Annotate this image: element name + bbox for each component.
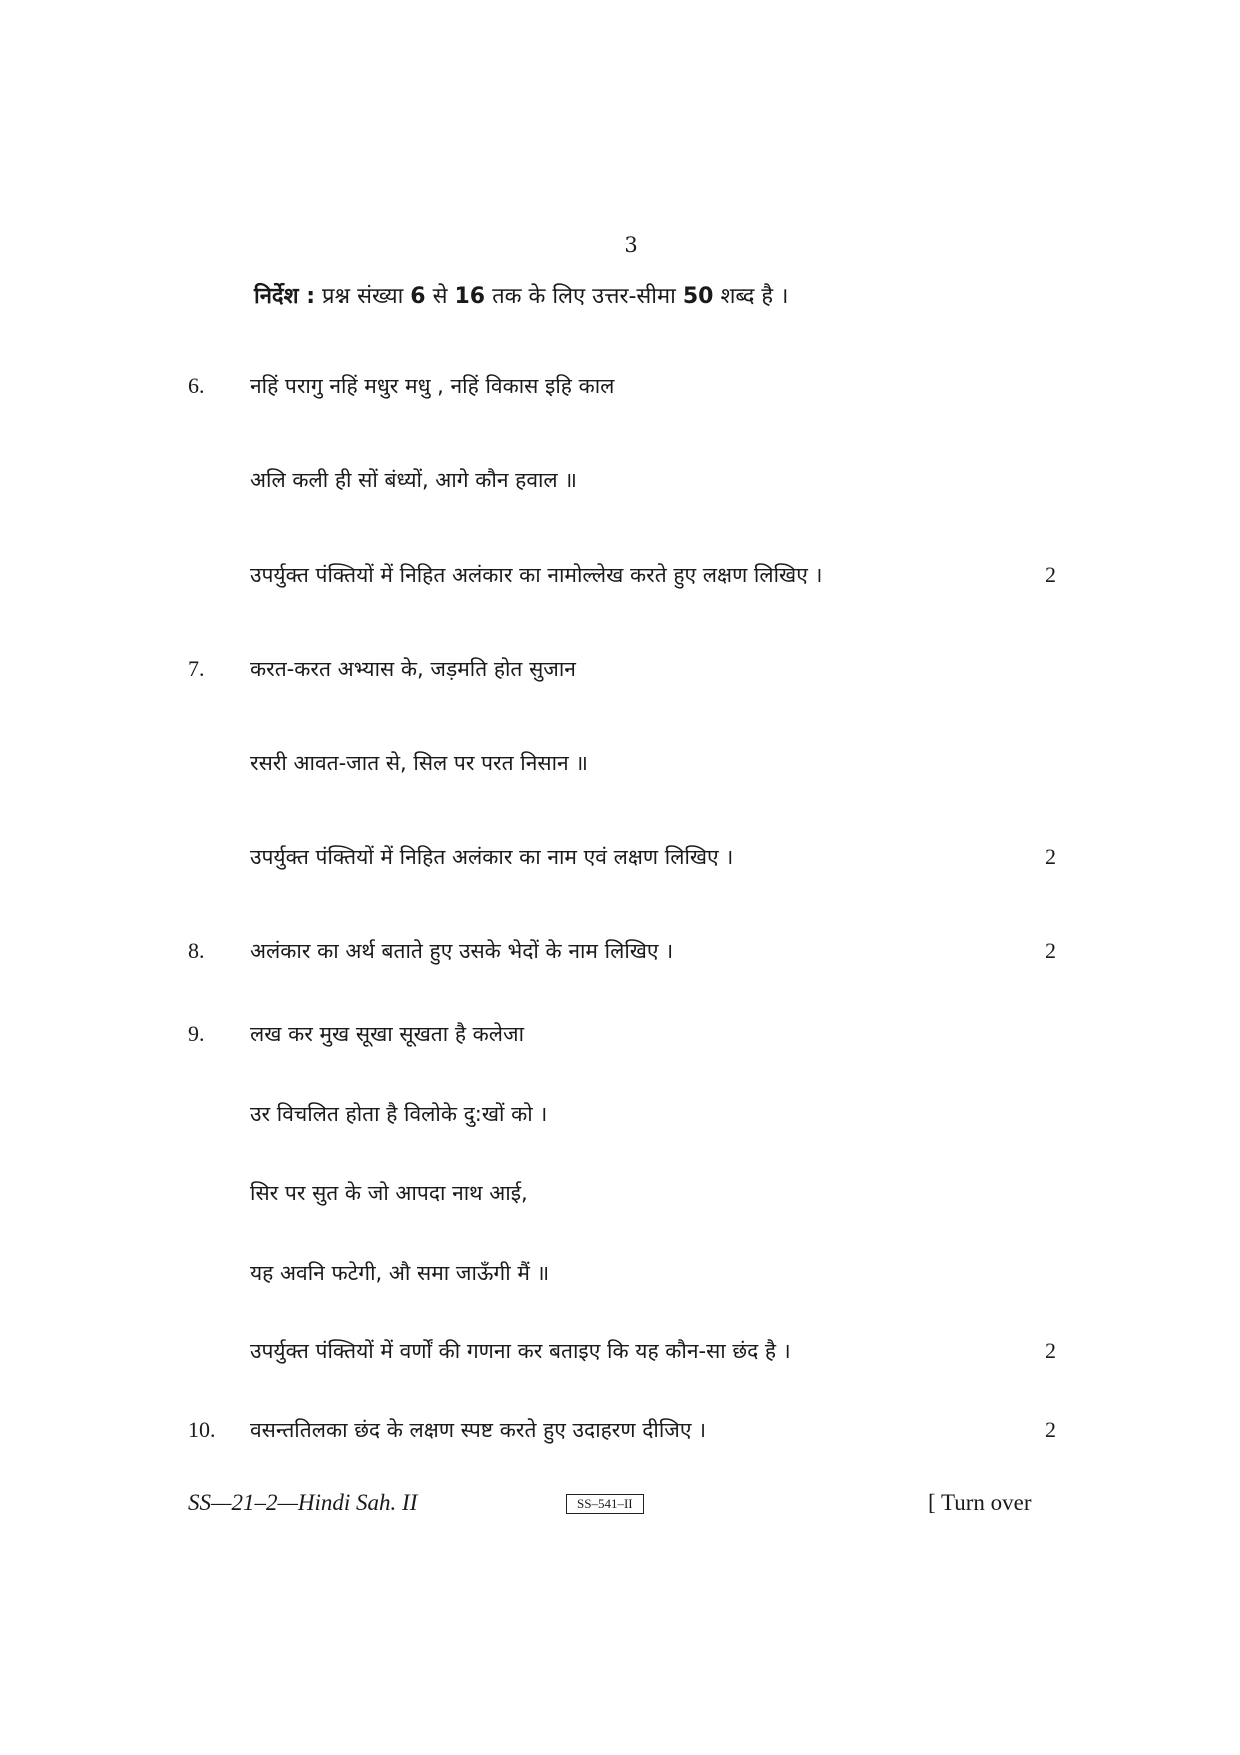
instruction-to-number: 16 xyxy=(454,284,486,309)
page-number: 3 xyxy=(624,233,638,257)
instruction-text: से xyxy=(432,284,448,309)
question-marks: 2 xyxy=(1045,938,1056,963)
instruction-text: तक के लिए उत्तर-सीमा xyxy=(492,284,676,309)
instruction-word-limit: 50 xyxy=(682,284,714,309)
question-prompt: उपर्युक्त पंक्तियों में निहित अलंकार का नामोल्लेख करते हुए लक्षण लिखिए । xyxy=(250,563,823,587)
question-marks: 2 xyxy=(1045,562,1056,587)
instruction-label: निर्देश : xyxy=(254,284,316,309)
question-marks: 2 xyxy=(1045,844,1056,869)
instruction-text: प्रश्न संख्या xyxy=(322,284,404,309)
question-number: 9. xyxy=(188,1021,205,1046)
question-number: 7. xyxy=(188,656,205,681)
question-marks: 2 xyxy=(1045,1338,1056,1363)
verse-line: नहिं परागु नहिं मधुर मधु , नहिं विकास इहि काल xyxy=(250,374,615,398)
paper-code: SS—21–2—Hindi Sah. II xyxy=(188,1490,418,1515)
question-prompt: उपर्युक्त पंक्तियों में निहित अलंकार का नाम एवं लक्षण लिखिए । xyxy=(250,845,734,869)
question-prompt: वसन्ततिलका छंद के लक्षण स्पष्ट करते हुए उदाहरण दीजिए । xyxy=(250,1418,707,1442)
verse-line: यह अवनि फटेगी, औ समा जाऊँगी मैं ॥ xyxy=(250,1261,550,1285)
question-number: 8. xyxy=(188,938,205,963)
turn-over-note: [ Turn over xyxy=(928,1490,1032,1515)
question-marks: 2 xyxy=(1045,1417,1056,1442)
verse-line: अलि कली ही सों बंध्यों, आगे कौन हवाल ॥ xyxy=(250,468,577,492)
question-number: 10. xyxy=(188,1417,216,1442)
paper-code-box: SS–541–II xyxy=(566,1494,644,1514)
verse-line: लख कर मुख सूखा सूखता है कलेजा xyxy=(250,1022,525,1046)
verse-line: करत-करत अभ्यास के, जड़मति होत सुजान xyxy=(250,657,576,681)
verse-line: उर विचलित होता है विलोके दु:खों को । xyxy=(250,1102,548,1126)
verse-line: रसरी आवत-जात से, सिल पर परत निसान ॥ xyxy=(250,751,588,775)
verse-line: सिर पर सुत के जो आपदा नाथ आई, xyxy=(250,1181,528,1205)
instruction-text: शब्द है । xyxy=(720,284,789,309)
question-number: 6. xyxy=(188,373,205,398)
question-prompt: अलंकार का अर्थ बताते हुए उसके भेदों के नाम लिखिए । xyxy=(250,939,674,963)
instruction-from-number: 6 xyxy=(410,284,426,309)
question-prompt: उपर्युक्त पंक्तियों में वर्णों की गणना कर बताइए कि यह कौन-सा छंद है । xyxy=(250,1339,791,1363)
instruction xyxy=(254,280,788,310)
